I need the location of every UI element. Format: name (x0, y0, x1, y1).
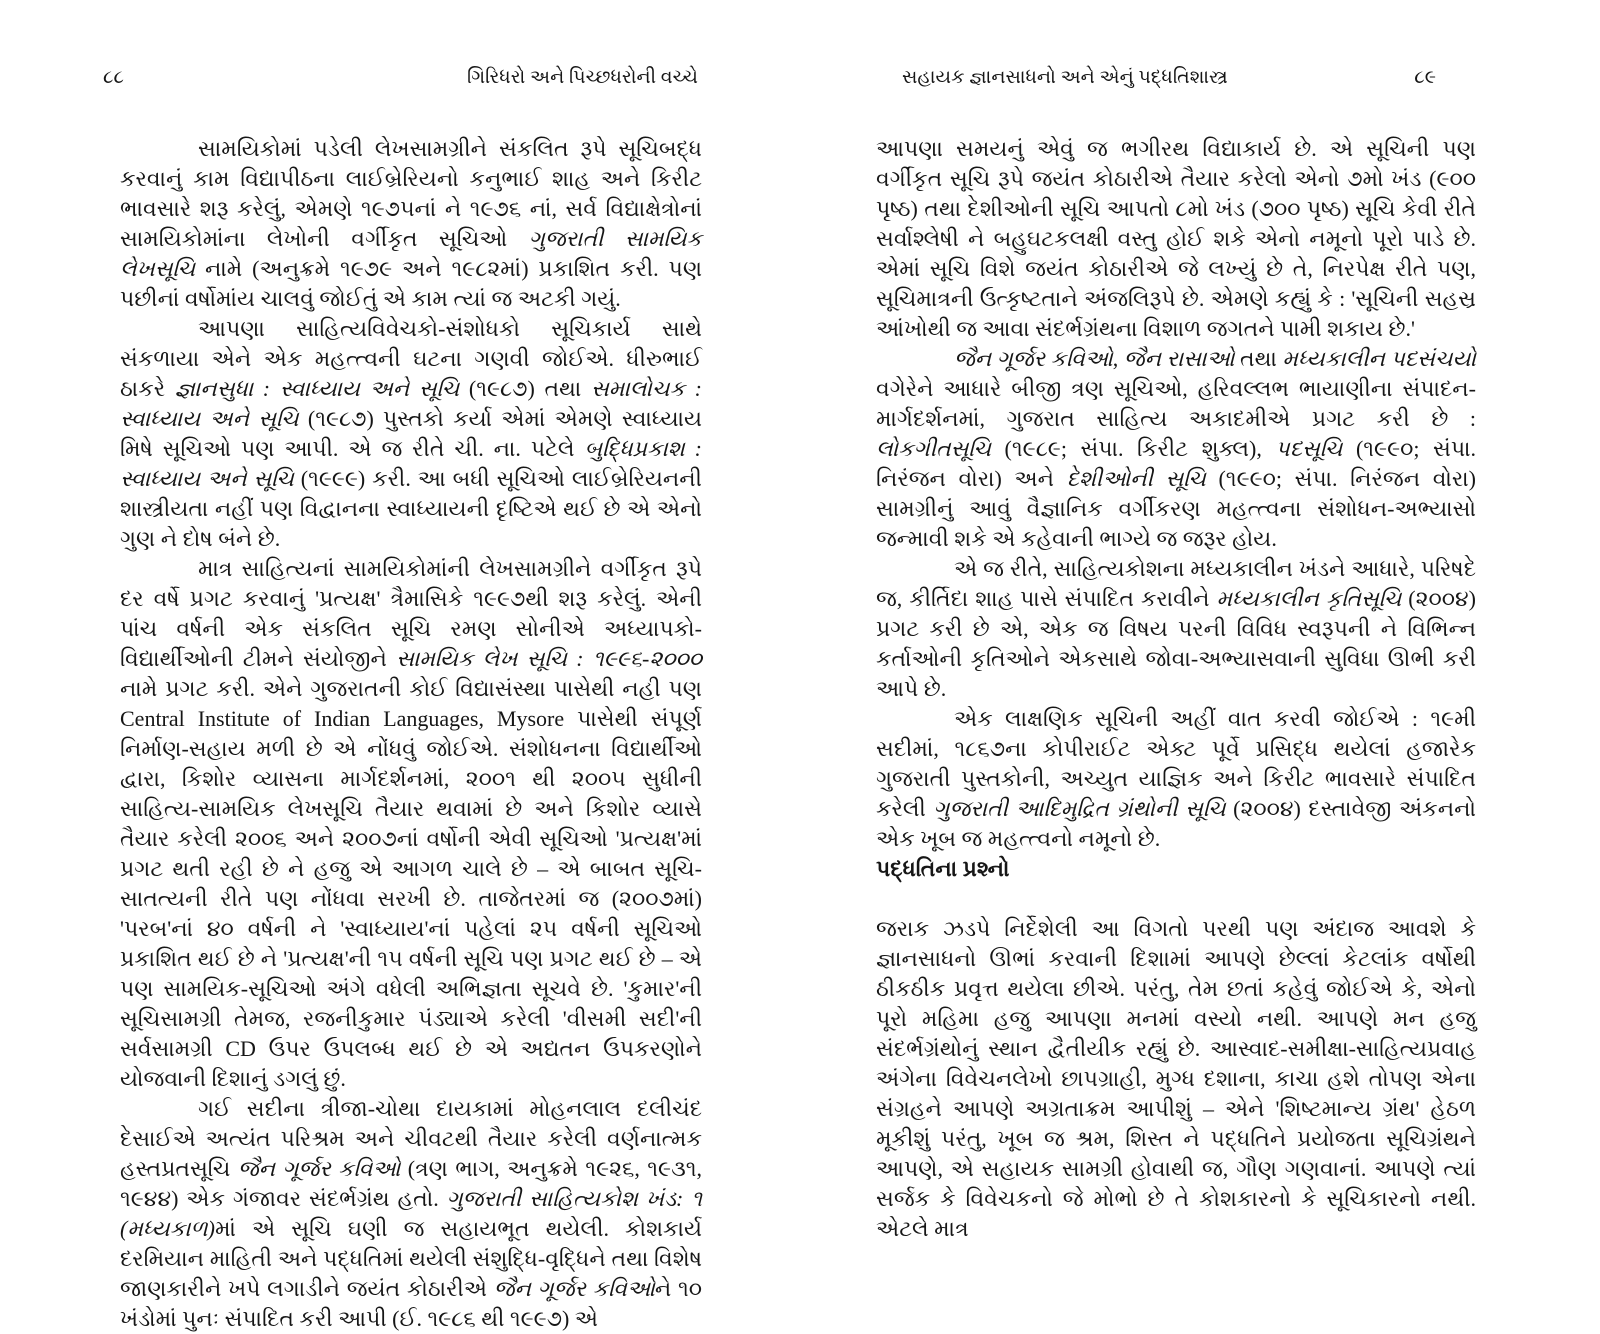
text-segment: નામે પ્રગટ કરી. એને ગુજરાતની કોઈ વિદ્યાસંસ્થા પાસેથી નહી પણ Central Institute of Indian Languages, Mysore પાસેથી સંપૂર્ણ નિર્માણ-સહાય મળી છે એ નોંધવું જોઈએ. સંશોધનના વિદ્યાર્થીઓ દ્વારા, કિશોર વ્યાસના માર્ગદર્શનમાં, ૨૦૦૧ થી ૨૦૦૫ સુધીની સાહિત્ય-સામયિક લેખસૂચિ તૈયાર થવામાં છે અને કિશોર વ્યાસે તૈયાર કરેલી ૨૦૦૬ અને ૨૦૦૭નાં વર્ષોની એવી સૂચિઓ 'પ્રત્યક્ષ'માં પ્રગટ થતી રહી છે ને હજુ એ આગળ ચાલે છે – એ બાબત સૂચિ-સાતત્યની રીતે પણ નોંધવા સરખી છે. તાજેતરમાં જ (૨૦૦૭માં) 'પરબ'નાં ૪૦ વર્ષની ને 'સ્વાધ્યાય'નાં પહેલાં ૨૫ વર્ષની સૂચિઓ પ્રકાશિત થઈ છે ને 'પ્રત્યક્ષ'ની ૧૫ વર્ષની સૂચિ પણ પ્રગટ થઈ છે – એ પણ સામયિક-સૂચિઓ અંગે વધેલી અભિજ્ઞતા સૂચવે છે. 'કુમાર'ની સૂચિસામગ્રી તેમજ, રજનીકુમાર પંડ્યાએ કરેલી 'વીસમી સદી'ની સર્વસામગ્રી CD ઉપર ઉપલબ્ધ થઈ છે એ અદ્યતન ઉપકરણોને યોજવાની દિશાનું ડગલું છું. (120, 676, 702, 1091)
text-segment: આપણા સમયનું એવું જ ભગીરથ વિદ્યાકાર્ય છે. એ સૂચિની પણ વર્ગીકૃત સૂચિ રૂપે જયંત કોઠારીએ તૈયાર કરેલો એનો ૭મો ખંડ (૯૦૦ પૃષ્ઠ) તથા દેશીઓની સૂચિ આપતો ૮મો ખંડ (૭૦૦ પૃષ્ઠ) સૂચિ કેવી રીતે સર્વાશ્લેષી ને બહુઘટકલક્ષી વસ્તુ હોઈ શકે એનો નમૂનો પૂરો પાડે છે. એમાં સૂચિ વિશે જયંત કોઠારીએ જે લખ્યું છે તે, નિરપેક્ષ રીતે પણ, સૂચિમાત્રની ઉત્કૃષ્ટતાને અંજલિરૂપે છે. એમણે કહ્યું કે : 'સૂચિની સહસ્ર આંખોથી જ આવા સંદર્ભગ્રંથના વિશાળ જગતને પામી શકાય છે.' (876, 136, 1476, 341)
running-header-right (876, 58, 1476, 98)
page-body-right (876, 134, 1476, 1244)
text-segment: તથા (1234, 346, 1283, 371)
text-segment: મધ્યકાલીન કૃતિસૂચિ (1216, 586, 1402, 611)
section-heading (876, 854, 1476, 884)
text-segment: , (1112, 346, 1124, 371)
text-segment: (૧૯૯૦; સંપા. નિરંજન વોરા) અને (876, 436, 1477, 491)
text-segment: સમાલોચક : સ્વાધ્યાય અને સૂચિ (120, 376, 702, 431)
text-segment: ગઈ સદીના ત્રીજા-ચોથા દાયકામાં મોહનલાલ દલીચંદ દેસાઈએ અત્યંત પરિશ્રમ અને ચીવટથી તૈયાર કરેલી વર્ણનાત્મક હસ્તપ્રતસૂચિ (120, 1096, 702, 1181)
text-segment: આપણા સાહિત્યવિવેચકો-સંશોધકો સૂચિકાર્ય સાથે સંકળાયા એને એક મહત્ત્વની ઘટના ગણવી જોઈએ. ધીરુભાઈ ઠાકરે (120, 316, 702, 401)
text-segment: (ત્રણ ભાગ, અનુક્રમે ૧૯૨૬, ૧૯૩૧, ૧૯૪૪) એક ગંજાવર સંદર્ભગ્રંથ હતો. (120, 1156, 703, 1211)
text-segment: એ જ રીતે, સાહિત્યકોશના મધ્યકાલીન ખંડને આધારે, પરિષદે જ, કીર્તિદા શાહ પાસે સંપાદિત કરાવીને (876, 556, 1476, 611)
running-head-right: સહાયક જ્ઞાનસાધનો અને એનું પદ્ધતિશાસ્ત્ર (902, 67, 1228, 88)
text-segment: સામયિક લેખ સૂચિ : ૧૯૯૬-૨૦૦૦ (396, 646, 702, 671)
text-segment: વગેરેને આધારે બીજી ત્રણ સૂચિઓ, હરિવલ્લભ ભાયાણીના સંપાદન-માર્ગદર્શનમાં, ગુજરાત સાહિત્ય અકાદમીએ પ્રગટ કરી છે : (876, 376, 1476, 431)
paragraph (120, 1094, 702, 1334)
text-segment: એક લાક્ષણિક સૂચિની અહીં વાત કરવી જોઈએ : ૧૯મી સદીમાં, ૧૮૬૭ના કોપીરાઈટ એક્ટ પૂર્વે પ્રસિદ્ધ થયેલાં હજારેક ગુજરાતી પુસ્તકોની, અચ્યુત યાજ્ઞિક અને કિરીટ ભાવસારે સંપાદિત કરેલી (876, 706, 1476, 821)
paragraph (120, 314, 702, 554)
paragraph (120, 134, 702, 314)
text-segment: દેશીઓની સૂચિ (1066, 466, 1206, 491)
text-segment: બુદ્ધિપ્રકાશ : સ્વાધ્યાય અને સૂચિ (120, 436, 703, 491)
text-segment: (૨૦૦૪) દસ્તાવેજી અંકનનો એક ખૂબ જ મહત્ત્વનો નમૂનો છે. (876, 796, 1476, 851)
text-segment: જૈન ગૂર્જર કવિઓ (954, 346, 1113, 371)
text-segment: જૈન ગૂર્જર કવિઓ (237, 1156, 401, 1181)
text-segment: જરાક ઝડપે નિર્દેશેલી આ વિગતો પરથી પણ અંદાજ આવશે કે જ્ઞાનસાધનો ઊભાં કરવાની દિશામાં આપણે છેલ્લાં કેટલાંક વર્ષોથી ઠીકઠીક પ્રવૃત્ત થયેલા છીએ. પરંતુ, તેમ છતાં કહેવું જોઈએ કે, એનો પૂરો મહિમા હજુ આપણા મનમાં વસ્યો નથી. આપણે મન હજુ સંદર્ભગ્રંથોનું સ્થાન દ્વૈતીયીક રહ્યું છે. આસ્વાદ-સમીક્ષા-સાહિત્યપ્રવાહ અંગેના વિવેચનલેખો છાપગ્રાહી, મુગ્ધ દશાના, કાચા હશે તોપણ એના સંગ્રહને આપણે અગ્રતાક્રમ આપીશું – એને 'શિષ્ટમાન્ય ગ્રંથ' હેઠળ મૂકીશું પરંતુ, ખૂબ જ શ્રમ, શિસ્ત ને પદ્ધતિને પ્રયોજતા સૂચિગ્રંથને આપણે, એ સહાયક સામગ્રી હોવાથી જ, ગૌણ ગણવાનાં. આપણે ત્યાં સર્જક કે વિવેચકનો જે મોભો છે તે કોશકારનો કે સૂચિકારનો નથી. એટલે માત્ર (876, 916, 1476, 1241)
text-segment: (૧૯૮૭) પુસ્તકો કર્યા એમાં એમણે સ્વાધ્યાય મિષે સૂચિઓ પણ આપી. એ જ રીતે ચી. ના. પટેલે (120, 406, 702, 461)
text-segment: (૧૯૮૭) તથા (459, 376, 591, 401)
paragraph (876, 914, 1476, 1244)
text-segment: ગુજરાતી સાહિત્યકોશ ખંડ: ૧ (મધ્યકાળ) (120, 1186, 702, 1241)
paragraph (876, 344, 1476, 554)
page-number-left: ૮૮ (103, 67, 124, 88)
page-body-left (120, 134, 702, 1334)
text-segment: પદસૂચિ (1275, 436, 1343, 461)
text-segment: ગુજરાતી આદિમુદ્રિત ગ્રંથોની સૂચિ (933, 796, 1226, 821)
text-segment: ને ૧૦ ખંડોમાં પુનઃ સંપાદિત કરી આપી (ઈ. ૧૯૮૬ થી ૧૯૯૭) એ (120, 1276, 702, 1331)
paragraph (876, 134, 1476, 344)
text-segment: પદ્ધતિના પ્રશ્નો (876, 856, 1010, 881)
paragraph (876, 704, 1476, 854)
paragraph-spacer (876, 884, 1476, 914)
right-page (876, 58, 1476, 1244)
left-page (103, 58, 703, 1334)
text-segment: (૨૦૦૪) પ્રગટ કરી છે એ, એક જ વિષય પરની વિવિધ સ્વરૂપની ને વિભિન્ન કર્તાઓની કૃતિઓને એકસાથે જોવા-અભ્યાસવાની સુવિધા ઊભી કરી આપે છે. (876, 586, 1476, 701)
text-segment: સામયિકોમાં પડેલી લેખસામગ્રીને સંકલિત રૂપે સૂચિબદ્ધ કરવાનું કામ વિદ્યાપીઠના લાઈબ્રેરિયનો કનુભાઈ શાહ અને કિરીટ ભાવસારે શરૂ કરેલું, એમણે ૧૯૭૫નાં ને ૧૯૭૬ નાં, સર્વ વિદ્યાક્ષેત્રોનાં સામયિકોમાંના લેખોની વર્ગીકૃત સૂચિઓ (120, 136, 702, 251)
page-number-right: ૮૯ (1414, 67, 1436, 88)
text-segment: ગુજરાતી સામયિક લેખસૂચિ (120, 226, 703, 281)
text-segment: જૈન રાસાઓ (1123, 346, 1235, 371)
text-segment: માં એ સૂચિ ઘણી જ સહાયભૂત થયેલી. કોશકાર્ય દરમિયાન માહિતી અને પદ્ધતિમાં થયેલી સંશુદ્ધિ-વૃદ્ધિને તથા વિશેષ જાણકારીને ખપે લગાડીને જયંત કોઠારીએ (120, 1216, 702, 1301)
text-segment: મધ્યકાલીન પદસંચયો (1282, 346, 1476, 371)
paragraph (120, 554, 702, 1094)
text-segment: (૧૯૮૯; સંપા. કિરીટ શુક્લ), (991, 436, 1276, 461)
text-segment: જૈન ગૂર્જર કવિઓ (493, 1276, 655, 1301)
text-segment: લોકગીતસૂચિ (876, 436, 991, 461)
paragraph (876, 554, 1476, 704)
running-header-left (103, 58, 702, 98)
text-segment: (૧૯૯૦; સંપા. નિરંજન વોરા) સામગ્રીનું આવું વૈજ્ઞાનિક વર્ગીકરણ મહત્ત્વના સંશોધન-અભ્યાસો જન્માવી શકે એ કહેવાની ભાગ્યે જ જરૂર હોય. (876, 466, 1476, 551)
text-segment: નામે (અનુક્રમે ૧૯૭૯ અને ૧૯૮૨માં) પ્રકાશિત કરી. પણ પછીનાં વર્ષોમાંય ચાલવું જોઈતું એ કામ ત્યાં જ અટકી ગયું. (120, 256, 702, 311)
running-head-left: ગિરિધરો અને પિચ્છધરોની વચ્ચે (467, 67, 698, 88)
text-segment: માત્ર સાહિત્યનાં સામયિકોમાંની લેખસામગ્રીને વર્ગીકૃત રૂપે દર વર્ષે પ્રગટ કરવાનું 'પ્રત્યક્ષ' ત્રૈમાસિકે ૧૯૯૭થી શરૂ કરેલું. એની પાંચ વર્ષની એક સંકલિત સૂચિ રમણ સોનીએ અધ્યાપકો-વિદ્યાર્થીઓની ટીમને સંયોજીને (120, 556, 702, 671)
text-segment: (૧૯૯૯) કરી. આ બધી સૂચિઓ લાઈબ્રેરિયનની શાસ્ત્રીયતા નહીં પણ વિદ્વાનના સ્વાધ્યાયની દૃષ્ટિએ થઈ છે એ એનો ગુણ ને દોષ બંને છે. (120, 466, 702, 551)
text-segment: જ્ઞાનસુધા : સ્વાધ્યાય અને સૂચિ (174, 376, 460, 401)
